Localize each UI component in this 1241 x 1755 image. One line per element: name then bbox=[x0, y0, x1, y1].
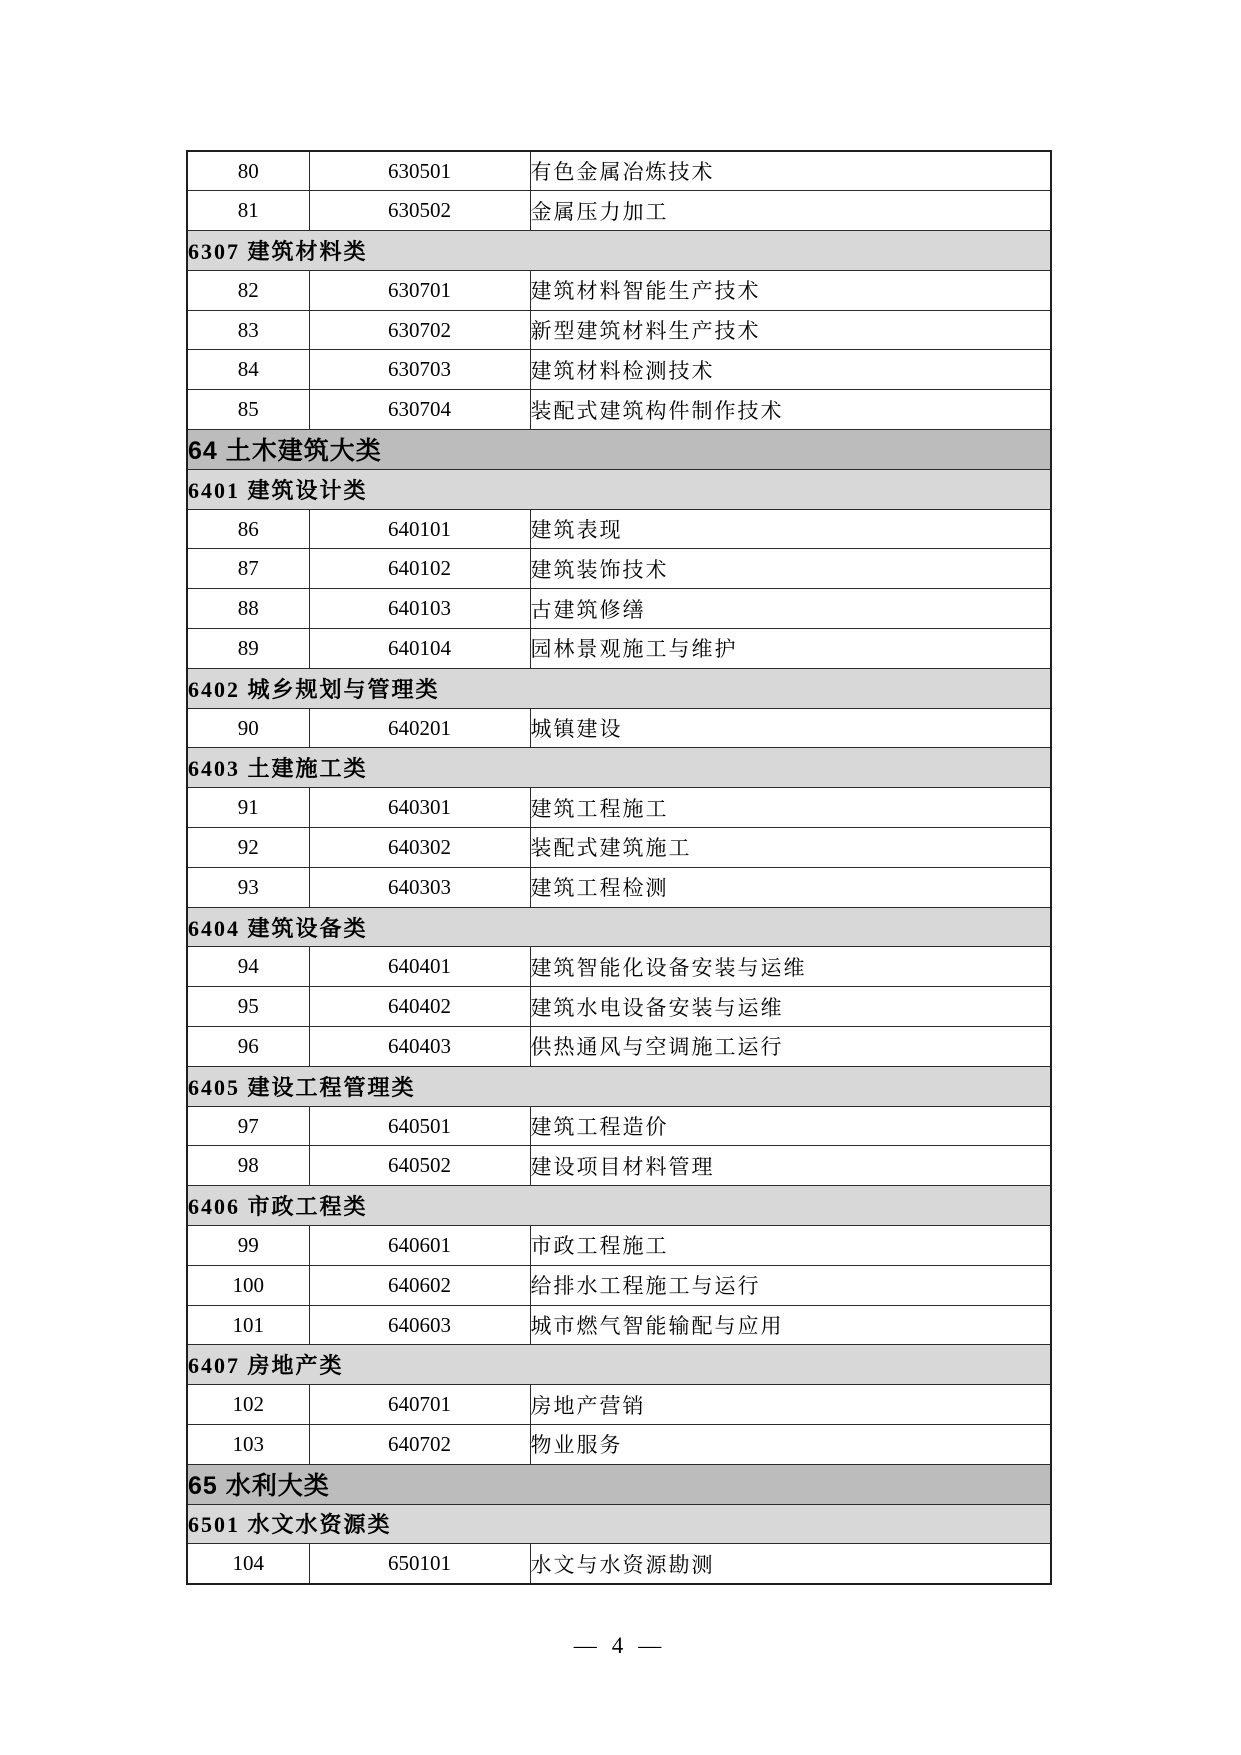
table-row bbox=[187, 1106, 1051, 1146]
major-code-cell: 640702 bbox=[309, 1425, 530, 1465]
table-row bbox=[187, 1544, 1051, 1584]
subcategory-label: 6403 土建施工类 bbox=[187, 748, 1051, 788]
major-name-cell: 供热通风与空调施工运行 bbox=[530, 1027, 1051, 1067]
page-number: 4 bbox=[611, 1633, 625, 1658]
major-name-cell: 房地产营销 bbox=[530, 1385, 1051, 1425]
table-row bbox=[187, 947, 1051, 987]
major-code-cell: 630704 bbox=[309, 390, 530, 430]
major-category-label: 64 土木建筑大类 bbox=[187, 430, 1051, 470]
major-name-cell: 给排水工程施工与运行 bbox=[530, 1265, 1051, 1305]
subcategory-header-row bbox=[187, 231, 1051, 271]
major-name-cell: 城镇建设 bbox=[530, 708, 1051, 748]
subcategory-label: 6402 城乡规划与管理类 bbox=[187, 668, 1051, 708]
subcategory-header-row bbox=[187, 469, 1051, 509]
table-row bbox=[187, 788, 1051, 828]
row-sequence-cell: 85 bbox=[187, 390, 309, 430]
major-name-cell: 水文与水资源勘测 bbox=[530, 1544, 1051, 1584]
row-sequence-cell: 82 bbox=[187, 270, 309, 310]
major-code-cell: 640103 bbox=[309, 589, 530, 629]
major-name-cell: 装配式建筑构件制作技术 bbox=[530, 390, 1051, 430]
table-row bbox=[187, 1265, 1051, 1305]
table-row bbox=[187, 1226, 1051, 1266]
row-sequence-cell: 97 bbox=[187, 1106, 309, 1146]
subcategory-label: 6307 建筑材料类 bbox=[187, 231, 1051, 271]
major-code-cell: 640603 bbox=[309, 1305, 530, 1345]
major-code-cell: 640102 bbox=[309, 549, 530, 589]
row-sequence-cell: 86 bbox=[187, 509, 309, 549]
row-sequence-cell: 84 bbox=[187, 350, 309, 390]
footer-dash-left: — bbox=[573, 1633, 598, 1658]
table-row bbox=[187, 1425, 1051, 1465]
row-sequence-cell: 103 bbox=[187, 1425, 309, 1465]
major-code-cell: 630701 bbox=[309, 270, 530, 310]
table-row bbox=[187, 1385, 1051, 1425]
row-sequence-cell: 88 bbox=[187, 589, 309, 629]
major-code-cell: 630703 bbox=[309, 350, 530, 390]
subcategory-label: 6405 建设工程管理类 bbox=[187, 1066, 1051, 1106]
table-row bbox=[187, 828, 1051, 868]
subcategory-label: 6401 建筑设计类 bbox=[187, 469, 1051, 509]
major-name-cell: 建筑材料检测技术 bbox=[530, 350, 1051, 390]
major-code-cell: 640301 bbox=[309, 788, 530, 828]
subcategory-header-row bbox=[187, 907, 1051, 947]
subcategory-header-row bbox=[187, 1186, 1051, 1226]
major-code-cell: 640402 bbox=[309, 987, 530, 1027]
major-name-cell: 建筑工程施工 bbox=[530, 788, 1051, 828]
major-code-cell: 640401 bbox=[309, 947, 530, 987]
major-code-cell: 640502 bbox=[309, 1146, 530, 1186]
table-row bbox=[187, 867, 1051, 907]
row-sequence-cell: 102 bbox=[187, 1385, 309, 1425]
major-name-cell: 新型建筑材料生产技术 bbox=[530, 310, 1051, 350]
subcategory-header-row bbox=[187, 1345, 1051, 1385]
row-sequence-cell: 95 bbox=[187, 987, 309, 1027]
major-code-cell: 640302 bbox=[309, 828, 530, 868]
major-name-cell: 建筑材料智能生产技术 bbox=[530, 270, 1051, 310]
major-name-cell: 建筑工程检测 bbox=[530, 867, 1051, 907]
row-sequence-cell: 80 bbox=[187, 151, 309, 191]
major-code-cell: 640701 bbox=[309, 1385, 530, 1425]
major-code-cell: 640303 bbox=[309, 867, 530, 907]
row-sequence-cell: 93 bbox=[187, 867, 309, 907]
major-category-label: 65 水利大类 bbox=[187, 1464, 1051, 1504]
subcategory-header-row bbox=[187, 1504, 1051, 1544]
row-sequence-cell: 91 bbox=[187, 788, 309, 828]
major-code-cell: 640601 bbox=[309, 1226, 530, 1266]
table-row bbox=[187, 390, 1051, 430]
major-code-cell: 630501 bbox=[309, 151, 530, 191]
major-code-cell: 640101 bbox=[309, 509, 530, 549]
major-name-cell: 市政工程施工 bbox=[530, 1226, 1051, 1266]
major-name-cell: 城市燃气智能输配与应用 bbox=[530, 1305, 1051, 1345]
major-code-cell: 650101 bbox=[309, 1544, 530, 1584]
row-sequence-cell: 81 bbox=[187, 191, 309, 231]
major-name-cell: 建筑水电设备安装与运维 bbox=[530, 987, 1051, 1027]
subcategory-label: 6407 房地产类 bbox=[187, 1345, 1051, 1385]
major-code-cell: 630502 bbox=[309, 191, 530, 231]
major-name-cell: 物业服务 bbox=[530, 1425, 1051, 1465]
table-row bbox=[187, 987, 1051, 1027]
footer-dash-right: — bbox=[638, 1633, 663, 1658]
table-row bbox=[187, 270, 1051, 310]
table-row bbox=[187, 151, 1051, 191]
row-sequence-cell: 92 bbox=[187, 828, 309, 868]
row-sequence-cell: 98 bbox=[187, 1146, 309, 1186]
major-code-cell: 640201 bbox=[309, 708, 530, 748]
major-name-cell: 建筑表现 bbox=[530, 509, 1051, 549]
table-row bbox=[187, 1305, 1051, 1345]
row-sequence-cell: 101 bbox=[187, 1305, 309, 1345]
subcategory-label: 6501 水文水资源类 bbox=[187, 1504, 1051, 1544]
row-sequence-cell: 94 bbox=[187, 947, 309, 987]
major-name-cell: 古建筑修缮 bbox=[530, 589, 1051, 629]
subcategory-header-row bbox=[187, 1066, 1051, 1106]
major-name-cell: 建筑工程造价 bbox=[530, 1106, 1051, 1146]
table-row bbox=[187, 589, 1051, 629]
table-row bbox=[187, 629, 1051, 669]
major-name-cell: 建设项目材料管理 bbox=[530, 1146, 1051, 1186]
row-sequence-cell: 96 bbox=[187, 1027, 309, 1067]
major-code-cell: 630702 bbox=[309, 310, 530, 350]
major-name-cell: 金属压力加工 bbox=[530, 191, 1051, 231]
subcategory-label: 6406 市政工程类 bbox=[187, 1186, 1051, 1226]
major-category-header-row bbox=[187, 430, 1051, 470]
table-row bbox=[187, 509, 1051, 549]
row-sequence-cell: 90 bbox=[187, 708, 309, 748]
table-body bbox=[187, 151, 1051, 1584]
table-row bbox=[187, 1146, 1051, 1186]
major-category-header-row bbox=[187, 1464, 1051, 1504]
table-row bbox=[187, 708, 1051, 748]
row-sequence-cell: 100 bbox=[187, 1265, 309, 1305]
page-footer bbox=[186, 1633, 1050, 1659]
major-catalog-table bbox=[186, 150, 1052, 1585]
row-sequence-cell: 99 bbox=[187, 1226, 309, 1266]
major-code-cell: 640104 bbox=[309, 629, 530, 669]
major-name-cell: 园林景观施工与维护 bbox=[530, 629, 1051, 669]
subcategory-header-row bbox=[187, 748, 1051, 788]
major-name-cell: 装配式建筑施工 bbox=[530, 828, 1051, 868]
major-name-cell: 有色金属冶炼技术 bbox=[530, 151, 1051, 191]
subcategory-label: 6404 建筑设备类 bbox=[187, 907, 1051, 947]
table-row bbox=[187, 191, 1051, 231]
table-row bbox=[187, 1027, 1051, 1067]
major-code-cell: 640602 bbox=[309, 1265, 530, 1305]
table-row bbox=[187, 549, 1051, 589]
row-sequence-cell: 83 bbox=[187, 310, 309, 350]
major-code-cell: 640403 bbox=[309, 1027, 530, 1067]
major-code-cell: 640501 bbox=[309, 1106, 530, 1146]
subcategory-header-row bbox=[187, 668, 1051, 708]
row-sequence-cell: 104 bbox=[187, 1544, 309, 1584]
row-sequence-cell: 89 bbox=[187, 629, 309, 669]
table-row bbox=[187, 350, 1051, 390]
major-name-cell: 建筑装饰技术 bbox=[530, 549, 1051, 589]
major-name-cell: 建筑智能化设备安装与运维 bbox=[530, 947, 1051, 987]
table-row bbox=[187, 310, 1051, 350]
row-sequence-cell: 87 bbox=[187, 549, 309, 589]
